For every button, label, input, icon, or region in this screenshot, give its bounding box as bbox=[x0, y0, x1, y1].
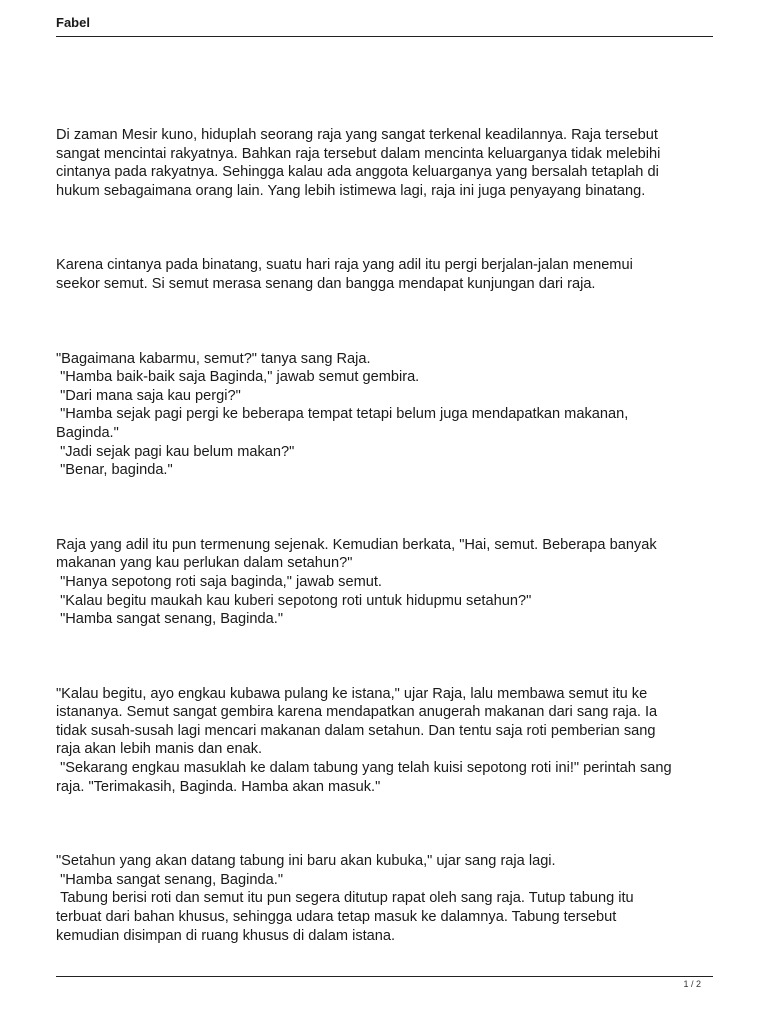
paragraph-intro: Di zaman Mesir kuno, hiduplah seorang raja yang sangat terkenal keadilannya. Raja tersebut sangat mencintai rakyatnya. Bahkan raja tersebut dalam mencinta keluarganya tidak melebihi cintanya pada rakyatnya. Sehingga kalau ada anggota keluarganya yang bersalah tetaplah di hukum sebagaimana orang lain. Yang lebih istimewa lagi, raja ini juga penyayang binatang. bbox=[56, 127, 661, 199]
paragraph-tube: "Setahun yang akan datang tabung ini baru akan kubuka," ujar sang raja lagi. "Hamba sangat senang, Baginda." Tabung berisi roti dan semut itu pun segera ditutup rapat oleh sang raja. Tutup tabung itu terbuat dari bahan khusus, sehingga udara tetap masuk ke dalamnya. Tabung tersebut kemudian disimpan di ruang khusus di dalam istana. bbox=[56, 853, 634, 944]
paragraph-meeting-ant: Karena cintanya pada binatang, suatu hari raja yang adil itu pergi berjalan-jalan menemui seekor semut. Si semut merasa senang dan bangga mendapat kunjungan dari raja. bbox=[56, 257, 633, 292]
document-body bbox=[56, 126, 718, 945]
page-number: 1 / 2 bbox=[683, 979, 701, 989]
page-footer bbox=[56, 976, 713, 989]
paragraph-dialogue-greeting: "Bagaimana kabarmu, semut?" tanya sang Raja. "Hamba baik-baik saja Baginda," jawab semut gembira. "Dari mana saja kau pergi?" "Hamba sejak pagi pergi ke beberapa tempat tetapi belum juga mendapatkan makanan, Baginda." "Jadi sejak pagi kau belum makan?" "Benar, baginda." bbox=[56, 350, 629, 479]
paragraph-palace: "Kalau begitu, ayo engkau kubawa pulang ke istana," ujar Raja, lalu membawa semut itu ke istananya. Semut sangat gembira karena mendapatkan anugerah makanan dari sang raja. Ia tidak susah-susah lagi mencari makanan dalam setahun. Dan tentu saja roti pemberian sang raja akan lebih manis dan enak. "Sekarang engkau masuklah ke dalam tabung yang telah kuisi sepotong roti ini!" perintah sang raja. "Terimakasih, Baginda. Hamba akan masuk." bbox=[56, 685, 672, 795]
paragraph-dialogue-bread: Raja yang adil itu pun termenung sejenak. Kemudian berkata, "Hai, semut. Beberapa banyak makanan yang kau perlukan dalam setahun?" "Hanya sepotong roti saja baginda," jawab semut. "Kalau begitu maukah kau kuberi sepotong roti untuk hidupmu setahun?" "Hamba sangat senang, Baginda." bbox=[56, 536, 657, 628]
document-title: Fabel bbox=[56, 15, 90, 30]
page-header bbox=[56, 14, 713, 37]
